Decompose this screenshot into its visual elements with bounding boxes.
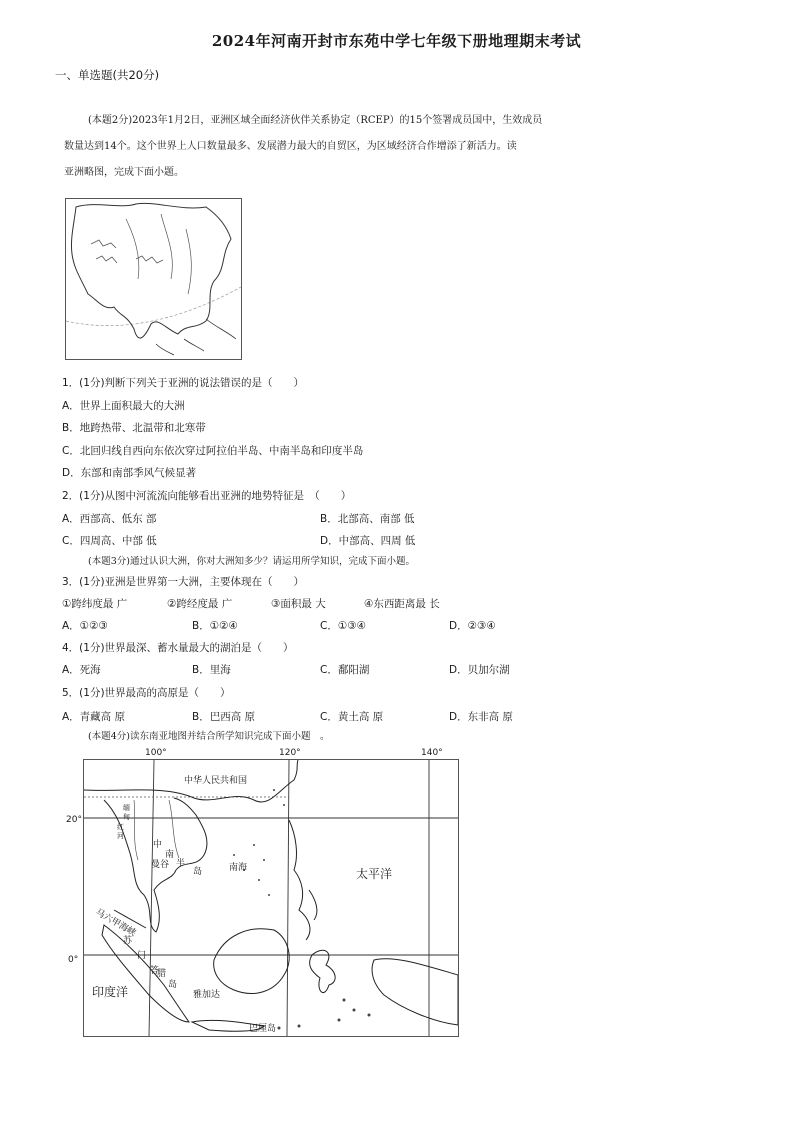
q4-option-a[interactable]: A．死海 [62, 664, 101, 676]
intro-line-3: 亚洲略图，完成下面小题。 [64, 167, 184, 178]
map-label-zhong: 中 [153, 840, 163, 850]
page-title: 2024年河南开封市东苑中学七年级下册地理期末考试 [211, 32, 582, 50]
map-lon-140: 140° [421, 748, 443, 758]
section-heading: 一、单选题(共20分) [55, 68, 160, 82]
map-label-malacca: 马六甲海峡 [93, 907, 138, 939]
q5-stem: 5．(1分)世界最高的高原是（ ） [62, 687, 231, 699]
q1-option-b[interactable]: B．地跨热带、北温带和北寒带 [62, 422, 206, 434]
q5-option-b[interactable]: B．巴西高 原 [192, 711, 256, 723]
map-label-jakarta: 雅加达 [193, 990, 221, 1000]
intro-line-2: 数量达到14个。这个世界上人口数量最多、发展潜力最大的自贸区，为区域经济合作增添了新活力。读 [64, 141, 517, 152]
map-label-indian-ocean: 印度洋 [92, 985, 129, 999]
intro-line-1: (本题2分)2023年1月2日，亚洲区域全面经济伙伴关系协定（RCEP）的15个签署成员国中，生效成员 [88, 115, 543, 126]
map-label-la: 腊 [157, 969, 167, 979]
map-label-nanhai: 南海 [229, 863, 248, 873]
map-label-ban: 半 [176, 859, 186, 869]
map-label-su: 苏 [123, 936, 133, 946]
map-label-pacific: 太平洋 [356, 867, 393, 881]
q1-option-d[interactable]: D．东部和南部季风气候显著 [62, 467, 197, 479]
q3-statement-2: ②跨经度最 广 [167, 598, 233, 610]
asia-map-drawing [66, 199, 241, 359]
q2-option-a[interactable]: A．西部高、低东 部 [62, 513, 157, 525]
q5-option-c[interactable]: C．黄土高 原 [320, 711, 384, 723]
q3-statement-4: ④东西距离最 长 [364, 598, 440, 610]
map-lon-120: 120° [279, 748, 301, 758]
q1-option-a[interactable]: A．世界上面积最大的大洲 [62, 400, 185, 412]
map-label-da: 答 [150, 966, 160, 976]
q3-option-c[interactable]: C．①③④ [320, 620, 367, 632]
q5-option-d[interactable]: D．东非高 原 [449, 711, 513, 723]
q3-option-d[interactable]: D．②③④ [449, 620, 496, 632]
q2-option-d[interactable]: D．中部高、四周 低 [320, 535, 416, 547]
map-label-he: 河 [117, 832, 124, 840]
map-lon-100: 100° [145, 748, 167, 758]
q3-statement-3: ③面积最 大 [271, 598, 326, 610]
southeast-asia-map-drawing [84, 760, 458, 1036]
map-lat-20: 20° [66, 815, 82, 825]
q4-option-b[interactable]: B．里海 [192, 664, 231, 676]
q2-stem: 2．(1分)从图中河流流向能够看出亚洲的地势特征是 （ ） [62, 490, 352, 502]
intro-2: (本题3分)通过认识大洲，你对大洲知多少？请运用所学知识，完成下面小题。 [88, 556, 415, 567]
map-label-dao2: 岛 [168, 980, 178, 990]
q2-option-c[interactable]: C．四周高、中部 低 [62, 535, 157, 547]
q3-stem: 3．(1分)亚洲是世界第一大洲，主要体现在（ ） [62, 576, 305, 588]
q5-option-a[interactable]: A．青藏高 原 [62, 711, 126, 723]
q1-option-c[interactable]: C．北回归线自西向东依次穿过阿拉伯半岛、中南半岛和印度半岛 [62, 445, 364, 457]
map-label-nan: 南 [165, 850, 175, 860]
intro-3: (本题4分)读东南亚地图并结合所学知识完成下面小题 。 [88, 731, 330, 742]
q4-option-c[interactable]: C．鄱阳湖 [320, 664, 370, 676]
southeast-asia-map [83, 759, 459, 1037]
map-label-hong: 红 [117, 823, 124, 831]
map-label-dao: 岛 [193, 867, 203, 877]
q2-option-b[interactable]: B．北部高、南部 低 [320, 513, 415, 525]
asia-map [65, 198, 242, 360]
map-label-mian: 缅 [123, 804, 130, 812]
q3-statement-1: ①跨纬度最 广 [62, 598, 128, 610]
map-lat-0: 0° [68, 955, 79, 965]
map-label-mangu: 曼谷 [151, 860, 170, 870]
map-label-bali: 巴厘岛 [249, 1024, 277, 1034]
map-label-china: 中华人民共和国 [184, 776, 248, 786]
map-label-men: 门 [137, 951, 147, 961]
intro-paragraph [64, 108, 568, 186]
q3-option-b[interactable]: B．①②④ [192, 620, 238, 632]
q4-stem: 4．(1分)世界最深、蓄水量最大的湖泊是（ ） [62, 642, 294, 654]
q3-option-a[interactable]: A．①②③ [62, 620, 108, 632]
map-label-dian: 甸 [123, 813, 130, 821]
q1-stem: 1．(1分)判断下列关于亚洲的说法错误的是（ ） [62, 377, 305, 389]
q4-option-d[interactable]: D．贝加尔湖 [449, 664, 510, 676]
